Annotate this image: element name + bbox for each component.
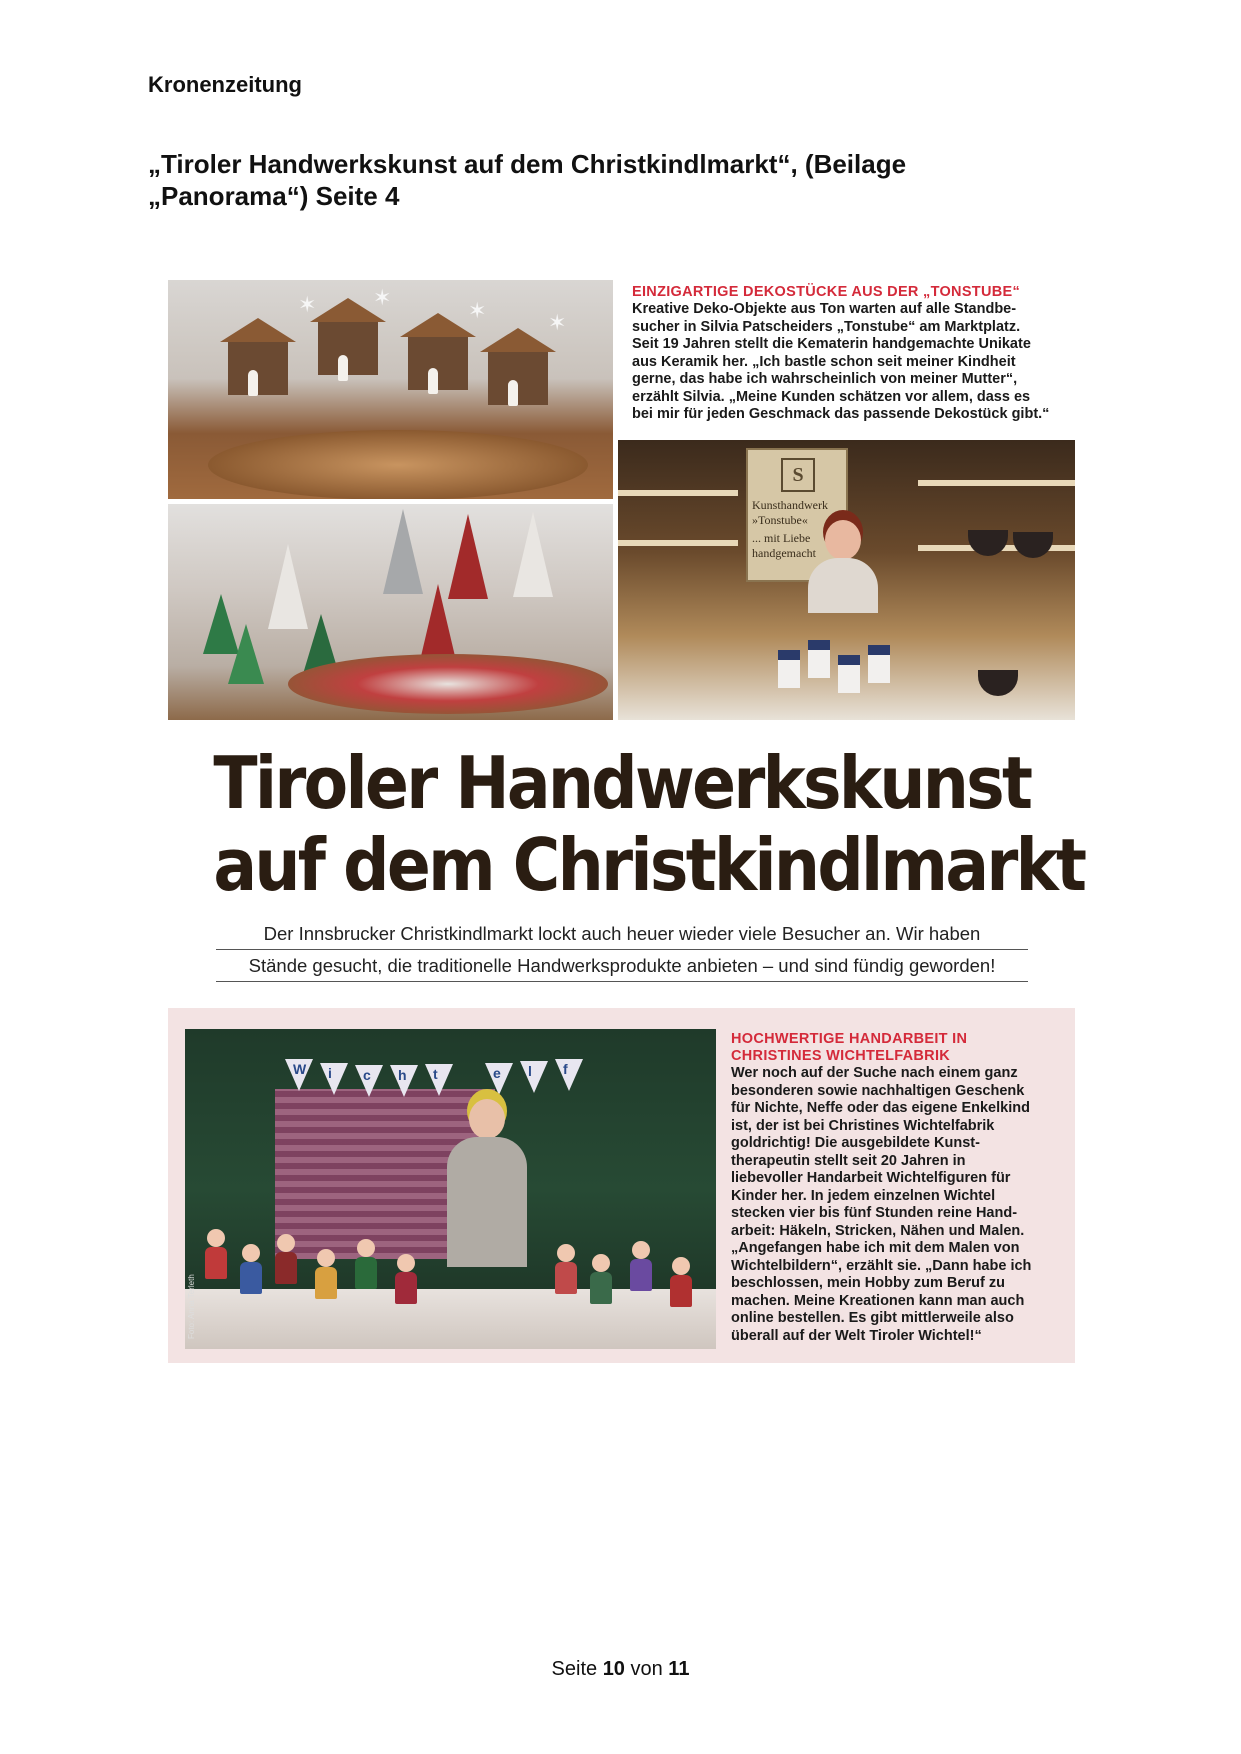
ceramic-bowl: [1013, 532, 1053, 558]
wichtel-doll: [630, 1241, 652, 1291]
caption-heading: HOCHWERTIGE HANDARBEIT IN: [731, 1031, 968, 1047]
caption-line: Seit 19 Jahren stellt die Kematerin handgemachte Unikate: [632, 336, 1031, 352]
star-icon: ✶: [373, 285, 392, 310]
ceramic-figure: [248, 370, 258, 396]
ceramic-house: [808, 640, 830, 678]
ceramic-hut: [318, 320, 378, 375]
document-title: [148, 148, 1048, 212]
shelf: [618, 540, 738, 546]
photo-tonstube-stall: [618, 440, 1075, 720]
banner-letter: c: [363, 1067, 371, 1083]
ceramic-hut: [488, 350, 548, 405]
photo-ceramic-gnomes: [168, 504, 613, 720]
star-icon: ✶: [548, 310, 567, 335]
shelf: [918, 480, 1075, 486]
sign-line: Kunsthandwerk: [752, 498, 828, 512]
ceramic-gnome: [513, 512, 553, 597]
ceramic-house: [868, 645, 890, 683]
ceramic-tree: [228, 624, 264, 684]
ceramic-gnome: [383, 509, 423, 594]
banner-letter: W: [293, 1061, 307, 1077]
document-title-line: „Tiroler Handwerkskunst auf dem Christkindlmarkt“, (Beilage: [148, 149, 907, 179]
deck-line: Der Innsbrucker Christkindlmarkt lockt auch heuer wieder viele Besucher an. Wir haben: [216, 918, 1028, 950]
ceramic-figure: [338, 355, 348, 381]
wichtel-doll: [240, 1244, 262, 1294]
wichtel-doll: [275, 1234, 297, 1284]
ceramic-figure: [508, 380, 518, 406]
caption-line: bei mir für jeden Geschmack das passende Dekostück gibt.“: [632, 406, 1050, 422]
deck-line: Stände gesucht, die traditionelle Handwerksprodukte anbieten – und sind fündig geworden!: [216, 950, 1028, 982]
ceramic-bowl: [968, 530, 1008, 556]
caption-wichtelfabrik: [731, 1031, 1061, 1345]
clipping-top: [168, 280, 1075, 720]
vendor-silvia: [808, 520, 878, 610]
caption-line: beschlossen, mein Hobby zum Beruf zu: [731, 1275, 1005, 1291]
caption-line: online bestellen. Es gibt mittlerweile also: [731, 1310, 1014, 1326]
banner-flag: [390, 1065, 418, 1097]
footer-page-total: 11: [668, 1658, 690, 1680]
banner-flag: [425, 1064, 453, 1096]
source-name: Kronenzeitung: [148, 72, 302, 97]
ceramic-hut: [408, 335, 468, 390]
banner-flag: [485, 1063, 513, 1095]
banner-letter: f: [563, 1061, 568, 1077]
caption-line: überall auf der Welt Tiroler Wichtel!“: [731, 1327, 982, 1344]
caption-line: Wichtelbildern“, erzählt sie. „Dann habe ich: [731, 1257, 1032, 1274]
star-icon: ✶: [298, 292, 317, 317]
banner-flag: [285, 1059, 313, 1091]
clipping-bottom: [168, 1008, 1075, 1363]
ceramic-gnome: [268, 544, 308, 629]
sign-logo: S: [781, 458, 815, 492]
vendor-christine: [447, 1099, 527, 1269]
caption-line: therapeutin stellt seit 20 Jahren in: [731, 1152, 966, 1169]
banner-letter: h: [398, 1067, 407, 1083]
headline-line: auf dem Christkindlmarkt: [213, 823, 1085, 907]
headline: [213, 741, 1085, 907]
wichtel-doll: [315, 1249, 337, 1299]
cork-base: [208, 430, 588, 499]
banner-letter: e: [493, 1065, 501, 1081]
caption-line: arbeit: Häkeln, Stricken, Nähen und Malen.: [731, 1222, 1025, 1239]
footer-prefix: Seite: [551, 1658, 603, 1680]
banner-flag: [520, 1061, 548, 1093]
sign-line: ... mit Liebe: [752, 531, 811, 545]
document-title-line: „Panorama“) Seite 4: [148, 181, 400, 211]
caption-line: stecken vier bis fünf Stunden reine Hand-: [731, 1205, 1018, 1221]
caption-heading: CHRISTINES WICHTELFABRIK: [731, 1048, 951, 1064]
banner-letter: l: [528, 1063, 532, 1079]
caption-line: machen. Meine Kreationen kann man auch: [731, 1292, 1025, 1309]
sign-line: handgemacht: [752, 546, 816, 560]
caption-line: aus Keramik her. „Ich bastle schon seit meiner Kindheit: [632, 353, 1016, 370]
banner-flag: [320, 1063, 348, 1095]
wichtel-doll: [670, 1257, 692, 1307]
banner-flag: [555, 1059, 583, 1091]
caption-heading: EINZIGARTIGE DEKOSTÜCKE AUS DER „TONSTUBE“: [632, 284, 1021, 300]
sign-line: »Tonstube«: [752, 513, 808, 527]
caption-line: für Nichte, Neffe oder das eigene Enkelkind: [731, 1100, 1030, 1116]
footer-page-number: 10: [602, 1658, 625, 1680]
photo-ceramic-nativity: [168, 280, 613, 499]
deck: [216, 918, 1028, 982]
caption-line: ist, der ist bei Christines Wichtelfabrik: [731, 1117, 995, 1134]
caption-line: besonderen sowie nachhaltigen Geschenk: [731, 1082, 1025, 1099]
caption-tonstube: [632, 284, 1072, 424]
banner-letter: i: [328, 1065, 332, 1081]
ceramic-bowl: [978, 670, 1018, 696]
caption-line: „Angefangen habe ich mit dem Malen von: [731, 1240, 1020, 1256]
caption-line: liebevoller Handarbeit Wichtelfiguren für: [731, 1170, 1011, 1186]
shelf: [618, 490, 738, 496]
photo-wichtelfabrik: [185, 1029, 716, 1349]
star-icon: ✶: [468, 298, 487, 323]
caption-line: Kinder her. In jedem einzelnen Wichtel: [731, 1187, 996, 1204]
headline-line: Tiroler Handwerkskunst: [213, 741, 1031, 825]
wichtel-doll: [590, 1254, 612, 1304]
page-footer: [0, 1658, 1241, 1681]
photo-credit: Foto: Anna Terleth: [187, 1274, 196, 1339]
caption-line: Kreative Deko-Objekte aus Ton warten auf alle Standbe-: [632, 301, 1017, 317]
wichtel-doll: [205, 1229, 227, 1279]
banner-flag: [355, 1065, 383, 1097]
wichtel-doll: [395, 1254, 417, 1304]
caption-line: sucher in Silvia Patscheiders „Tonstube“ am Marktplatz.: [632, 318, 1021, 335]
caption-line: gerne, das habe ich wahrscheinlich von meiner Mutter“,: [632, 371, 1018, 387]
display-table: [185, 1289, 716, 1349]
footer-middle: von: [624, 1658, 669, 1680]
ceramic-house: [778, 650, 800, 688]
wichtel-doll: [555, 1244, 577, 1294]
caption-line: goldrichtig! Die ausgebildete Kunst-: [731, 1135, 980, 1151]
caption-line: Wer noch auf der Suche nach einem ganz: [731, 1065, 1018, 1081]
ceramic-hut: [228, 340, 288, 395]
caption-line: erzählt Silvia. „Meine Kunden schätzen vor allem, dass es: [632, 388, 1031, 405]
ceramic-house: [838, 655, 860, 693]
ceramic-figure: [428, 368, 438, 394]
wichtel-doll: [355, 1239, 377, 1289]
banner-letter: t: [433, 1066, 438, 1082]
ornament-basket: [288, 654, 608, 714]
